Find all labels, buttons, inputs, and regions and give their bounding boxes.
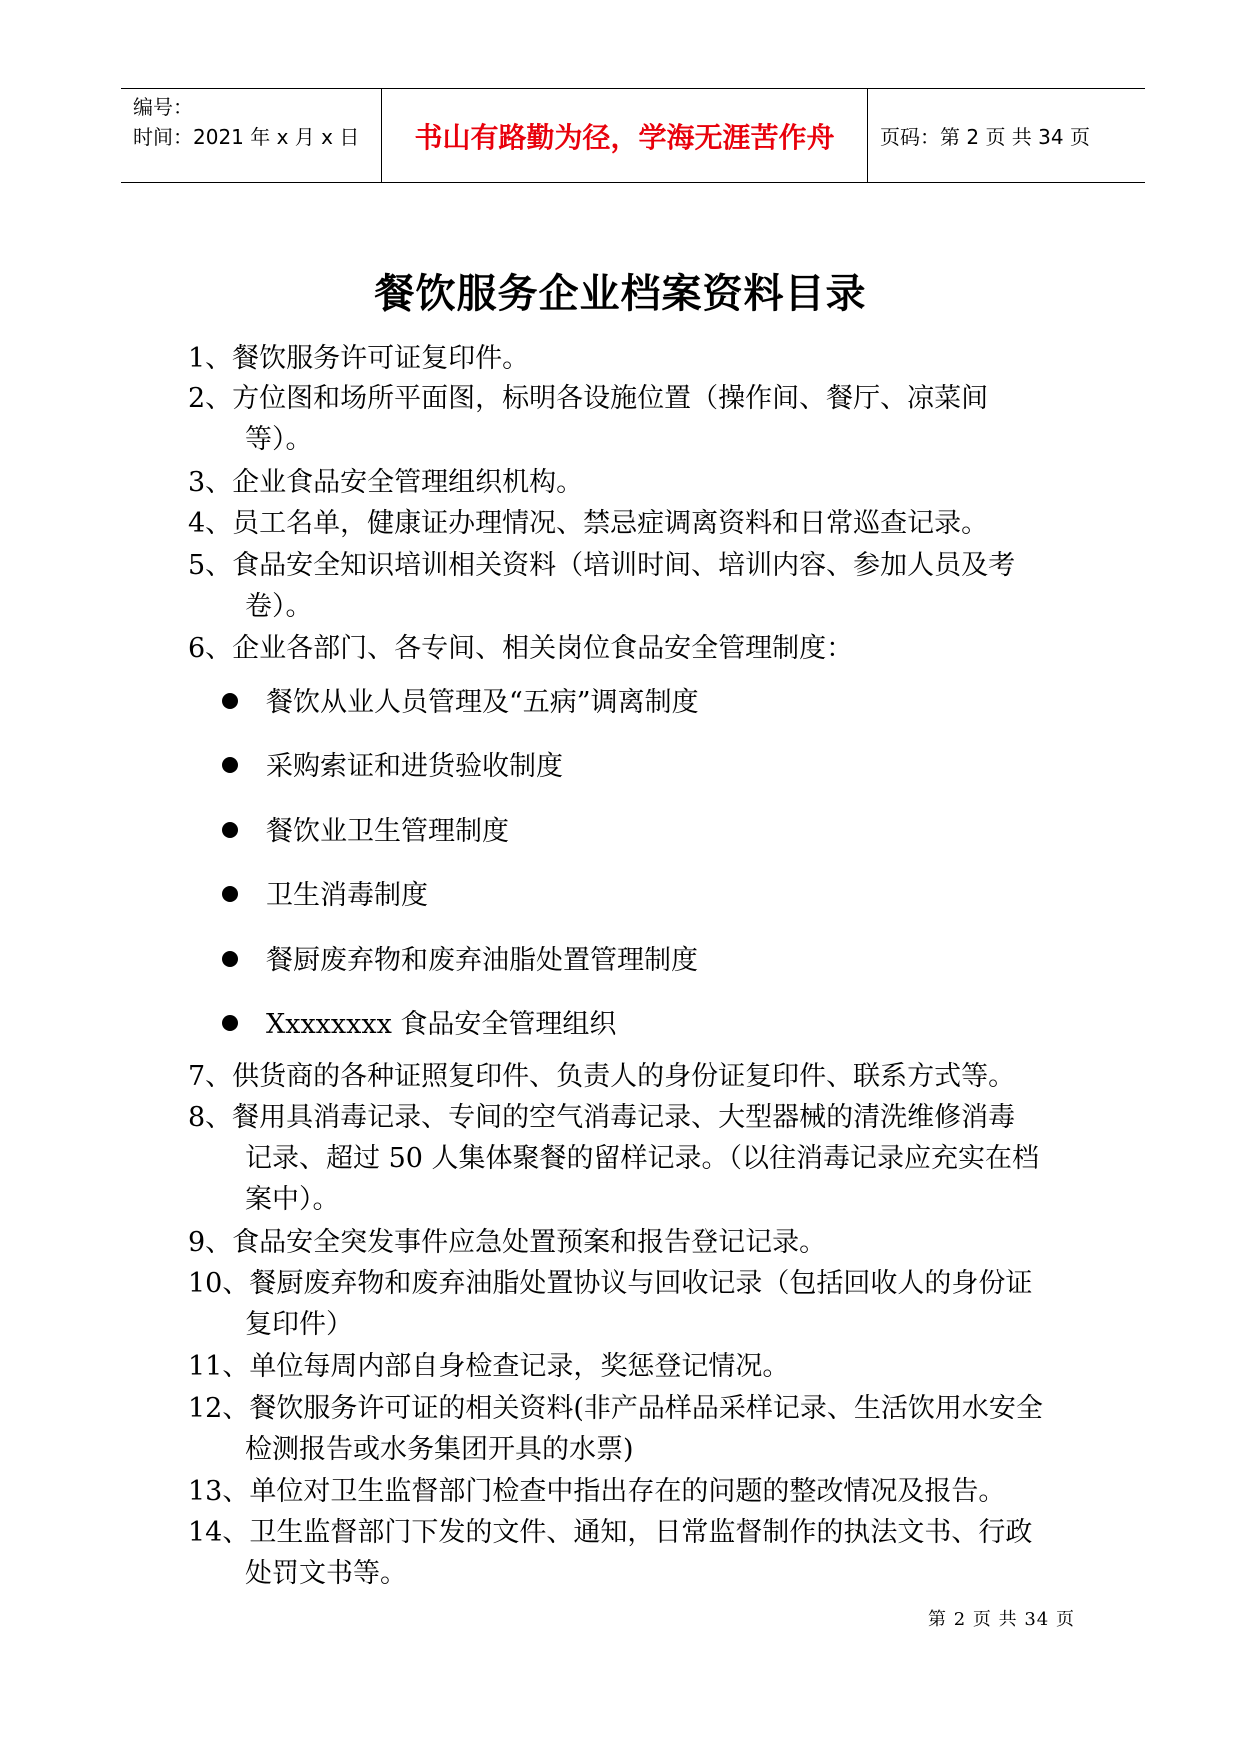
list-item-4: 4、员工名单，健康证办理情况、禁忌症调离资料和日常巡查记录。	[188, 508, 989, 539]
list-item-5-line2: 卷）。	[245, 591, 313, 622]
page-title: 餐饮服务企业档案资料目录	[374, 271, 867, 317]
bullet-dot-icon	[222, 693, 238, 709]
list-item-8-line2: 记录、超过 50 人集体聚餐的留样记录。（以往消毒记录应充实在档	[245, 1143, 1040, 1174]
bullet-dot-icon	[222, 886, 238, 902]
bullet-item-6: Xxxxxxxx 食品安全管理组织	[222, 1004, 616, 1045]
list-item-7: 7、供货商的各种证照复印件、负责人的身份证复印件、联系方式等。	[188, 1061, 1016, 1092]
bullet-dot-icon	[222, 951, 238, 967]
bullet-dot-icon	[222, 822, 238, 838]
list-item-2-line2: 等）。	[245, 424, 313, 455]
list-item-12-line2: 检测报告或水务集团开具的水票)	[245, 1434, 634, 1465]
list-item-8-line3: 案中）。	[245, 1184, 340, 1215]
list-item-9: 9、食品安全突发事件应急处置预案和报告登记记录。	[188, 1227, 827, 1258]
list-item-10-line2: 复印件）	[245, 1309, 353, 1340]
list-item-10	[188, 1263, 1088, 1345]
list-item-3: 3、企业食品安全管理组织机构。	[188, 467, 584, 498]
list-item-11: 11、单位每周内部自身检查记录，奖惩登记情况。	[188, 1351, 790, 1382]
bullet-item-5: 餐厨废弃物和废弃油脂处置管理制度	[222, 940, 698, 981]
header-page-code: 页码：第 2 页 共 34 页	[880, 125, 1090, 149]
bullet-item-2: 采购索证和进货验收制度	[222, 746, 563, 787]
header-meta	[121, 89, 382, 182]
bullet-item-4: 卫生消毒制度	[222, 875, 428, 916]
page-header	[121, 88, 1145, 183]
list-item-1: 1、餐饮服务许可证复印件。	[188, 343, 530, 374]
time-text: 时间：2021 年 x 月 x 日	[133, 125, 360, 149]
list-item-5	[188, 545, 1088, 627]
list-item-13: 13、单位对卫生监督部门检查中指出存在的问题的整改情况及报告。	[188, 1476, 1006, 1507]
list-item-2-line1: 2、方位图和场所平面图，标明各设施位置（操作间、餐厅、凉菜间	[188, 383, 989, 414]
bullet-dot-icon	[222, 757, 238, 773]
list-item-2	[188, 378, 1088, 460]
list-item-8-line1: 8、餐用具消毒记录、专间的空气消毒记录、大型器械的清洗维修消毒	[188, 1102, 1016, 1133]
bullet-item-1: 餐饮从业人员管理及“五病”调离制度	[222, 682, 699, 723]
list-item-6: 6、企业各部门、各专间、相关岗位食品安全管理制度：	[188, 633, 854, 664]
list-item-10-line1: 10、餐厨废弃物和废弃油脂处置协议与回收记录（包括回收人的身份证	[188, 1268, 1033, 1299]
list-item-14-line2: 处罚文书等。	[245, 1558, 407, 1589]
list-item-14-line1: 14、卫生监督部门下发的文件、通知，日常监督制作的执法文书、行政	[188, 1517, 1033, 1548]
list-item-14	[188, 1512, 1088, 1594]
bullet-item-3: 餐饮业卫生管理制度	[222, 811, 509, 852]
list-item-5-line1: 5、食品安全知识培训相关资料（培训时间、培训内容、参加人员及考	[188, 550, 1016, 581]
bullet-dot-icon	[222, 1015, 238, 1031]
list-item-8	[188, 1097, 1088, 1220]
list-item-12-line1: 12、餐饮服务许可证的相关资料(非产品样品采样记录、生活饮用水安全	[188, 1393, 1043, 1424]
number-label: 编号：	[133, 95, 193, 119]
page-footer: 第 2 页 共 34 页	[928, 1609, 1075, 1630]
list-item-12	[188, 1388, 1088, 1470]
header-motto: 书山有路勤为径，学海无涯苦作舟	[382, 89, 868, 182]
